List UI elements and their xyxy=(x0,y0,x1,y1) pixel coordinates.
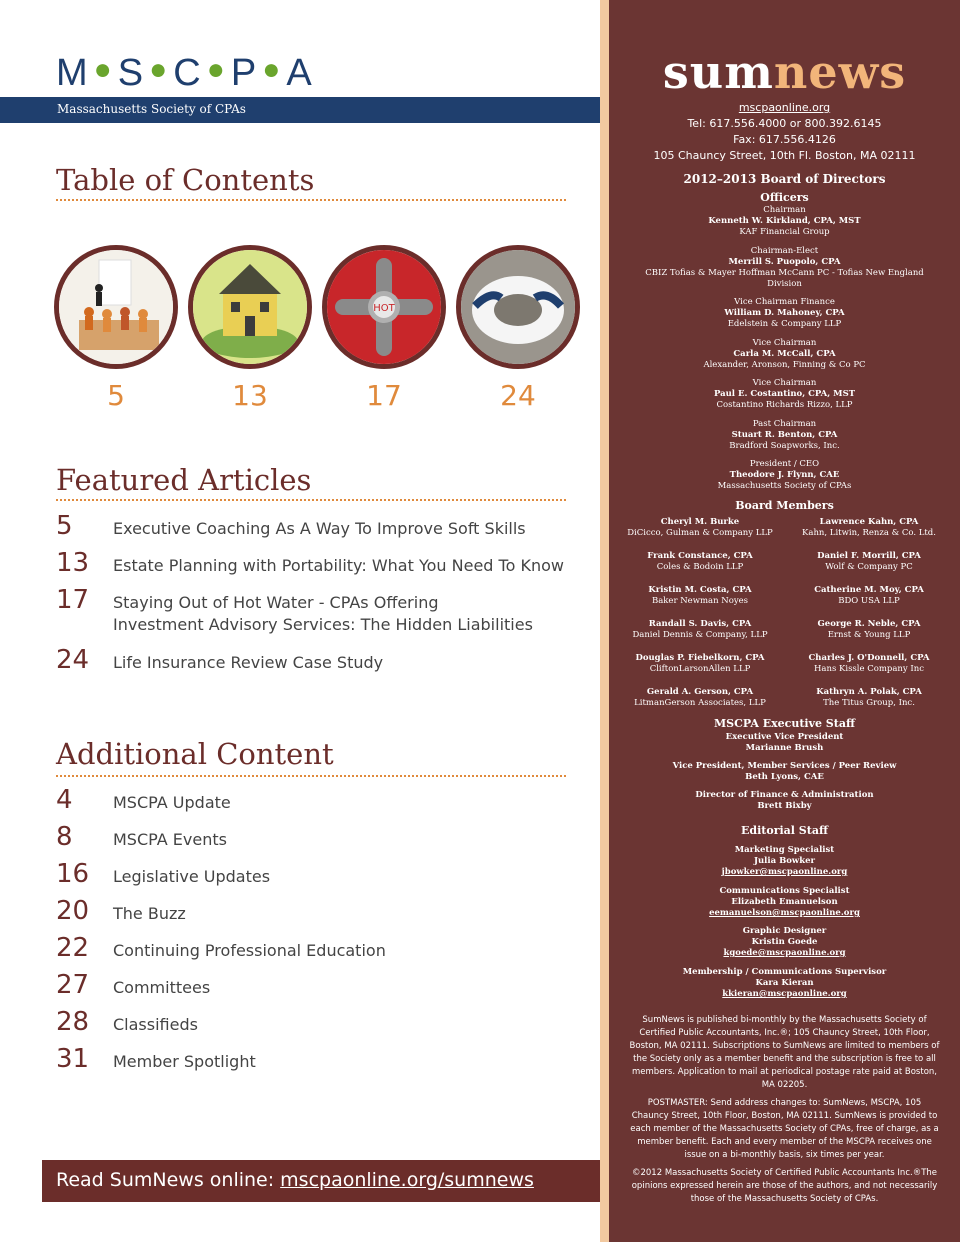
divider xyxy=(56,775,566,777)
staff-entry xyxy=(609,926,960,959)
staff-name: Beth Lyons, CAE xyxy=(745,772,824,782)
staff-email-link[interactable]: kgoede@mscpaonline.org xyxy=(723,948,846,958)
staff-name: Brett Bixby xyxy=(757,801,812,811)
officer-org: Edelstein & Company LLP xyxy=(727,319,842,329)
officer-role: Vice Chairman xyxy=(752,338,817,348)
board-member xyxy=(615,585,785,607)
toc-thumb-page: 13 xyxy=(232,379,268,412)
member-name: Randall S. Davis, CPA xyxy=(648,619,752,629)
staff-name: Elizabeth Emanuelson xyxy=(731,897,838,907)
fax: Fax: 617.556.4126 xyxy=(733,133,836,146)
svg-text:HOT: HOT xyxy=(373,303,395,314)
staff-role: Membership / Communications Supervisor xyxy=(682,967,887,977)
officer xyxy=(609,419,960,452)
board-members-title: Board Members xyxy=(735,499,834,512)
staff-name: Marianne Brush xyxy=(745,743,824,753)
list-item[interactable] xyxy=(56,646,576,683)
staff-role: Communications Specialist xyxy=(719,886,850,896)
address: 105 Chauncy Street, 10th Fl. Boston, MA 02111 xyxy=(653,149,916,162)
contact-block xyxy=(609,100,960,164)
officer xyxy=(609,205,960,238)
member-name: Gerald A. Gerson, CPA xyxy=(646,687,754,697)
logo-letter: P xyxy=(230,52,258,94)
board-member xyxy=(784,551,954,573)
officer-role: Vice Chairman xyxy=(752,378,817,388)
divider xyxy=(56,199,566,201)
section-title: MSCPA Events xyxy=(113,830,227,849)
page-number: 27 xyxy=(56,970,90,1000)
officer-role: Past Chairman xyxy=(752,419,817,429)
staff-name: Kristin Goede xyxy=(751,937,818,947)
list-item[interactable] xyxy=(56,549,576,586)
mscpa-logo: M ● S ● C ● P ● A xyxy=(56,52,313,94)
logo-letter: M xyxy=(56,52,89,94)
officer xyxy=(609,459,960,492)
logo-letter: C xyxy=(173,52,202,94)
staff-entry xyxy=(609,967,960,1000)
staff-entry xyxy=(609,732,960,754)
staff-name: Kara Kieran xyxy=(755,978,814,988)
list-item[interactable] xyxy=(56,586,576,646)
toc-thumb-page: 5 xyxy=(107,379,125,412)
toc-thumb[interactable] xyxy=(188,245,312,412)
people-figures-icon xyxy=(54,245,178,369)
read-online-label xyxy=(56,1169,534,1191)
section-title: MSCPA Update xyxy=(113,793,231,812)
article-title: Estate Planning with Portability: What You Need To Know xyxy=(113,556,564,575)
staff-email-link[interactable]: kkieran@mscpaonline.org xyxy=(722,989,847,999)
page-number: 31 xyxy=(56,1044,90,1074)
article-title: Executive Coaching As A Way To Improve Soft Skills xyxy=(113,519,526,538)
officers-title: Officers xyxy=(760,191,809,204)
page-number: 17 xyxy=(56,585,90,615)
page-number: 5 xyxy=(56,511,73,541)
officer-role: Chairman xyxy=(763,205,806,215)
board-member xyxy=(615,619,785,641)
list-item[interactable] xyxy=(56,786,576,823)
member-name: Charles J. O'Donnell, CPA xyxy=(808,653,930,663)
staff-entry xyxy=(609,845,960,878)
list-item[interactable] xyxy=(56,512,576,549)
tagline-bar xyxy=(0,97,600,123)
toc-title: Table of Contents xyxy=(56,163,315,197)
board-member xyxy=(615,687,785,709)
officer-org: Costantino Richards Rizzo, LLP xyxy=(716,400,853,410)
board-member xyxy=(784,619,954,641)
member-name: Douglas P. Fiebelkorn, CPA xyxy=(635,653,765,663)
toc-thumb-page: 17 xyxy=(366,379,402,412)
exec-staff-title: MSCPA Executive Staff xyxy=(713,717,855,730)
member-org: Baker Newman Noyes xyxy=(651,596,749,606)
logo-letter: A xyxy=(286,52,313,94)
officer xyxy=(609,246,960,290)
staff-entry xyxy=(609,790,960,812)
officer-name: Carla M. McCall, CPA xyxy=(733,349,836,359)
additional-title: Additional Content xyxy=(56,737,334,771)
board-member xyxy=(784,687,954,709)
life-ring-icon xyxy=(456,245,580,369)
page-number: 13 xyxy=(56,548,90,578)
page-number: 20 xyxy=(56,896,90,926)
article-title: Life Insurance Review Case Study xyxy=(113,653,384,672)
member-org: CliftonLarsonAllen LLP xyxy=(649,664,751,674)
member-name: Catherine M. Moy, CPA xyxy=(814,585,924,595)
officer-org: Bradford Soapworks, Inc. xyxy=(729,441,840,451)
list-item[interactable] xyxy=(56,934,576,971)
officer xyxy=(609,297,960,330)
list-item[interactable] xyxy=(56,971,576,1008)
page-number: 24 xyxy=(56,645,90,675)
member-name: Cheryl M. Burke xyxy=(660,517,740,527)
hot-water-tap-icon xyxy=(322,245,446,369)
member-name: Lawrence Kahn, CPA xyxy=(819,517,919,527)
section-title: Continuing Professional Education xyxy=(113,941,386,960)
officer-org: CBIZ Tofias & Mayer Hoffman McCann PC - Tofias New England Division xyxy=(645,268,924,289)
copyright-notice: ©2012 Massachusetts Society of Certified Public Accountants Inc.®The opinions expressed herein are those of the authors, and not necessarily those of the Massachusetts Society of CPAs. xyxy=(631,1168,938,1204)
section-title: Committees xyxy=(113,978,211,997)
page-number: 22 xyxy=(56,933,90,963)
staff-role: Director of Finance & Administration xyxy=(695,790,874,800)
member-org: DiCicco, Gulman & Company LLP xyxy=(627,528,773,538)
member-name: George R. Neble, CPA xyxy=(817,619,921,629)
featured-list xyxy=(56,512,576,683)
list-item[interactable] xyxy=(56,860,576,897)
publication-notice: SumNews is published bi-monthly by the Massachusetts Society of Certified Public Accountants, Inc.®; 105 Chauncy Street, 10th Floor, Boston, MA 02111. Subscriptions to SumNews are limited to members of the Society only as a member benefit and the subscription is free to all members. Application to mail at periodical postage rate paid at Boston, MA 02205. xyxy=(629,1015,940,1090)
officer-name: Kenneth W. Kirkland, CPA, MST xyxy=(708,216,861,226)
board-member xyxy=(615,653,785,675)
list-item[interactable] xyxy=(56,1045,576,1082)
officer xyxy=(609,378,960,411)
page-number: 4 xyxy=(56,785,73,815)
member-org: Ernst & Young LLP xyxy=(827,630,911,640)
officer-name: Stuart R. Benton, CPA xyxy=(731,430,838,440)
member-org: Coles & Bodoin LLP xyxy=(656,562,744,572)
staff-email-link[interactable]: eemanuelson@mscpaonline.org xyxy=(709,908,860,918)
sumnews-logo xyxy=(609,45,960,99)
staff-role: Marketing Specialist xyxy=(734,845,835,855)
board-title: 2012–2013 Board of Directors xyxy=(683,172,886,186)
section-title: Classifieds xyxy=(113,1015,198,1034)
masthead-column xyxy=(609,0,960,1242)
divider xyxy=(56,499,566,501)
postmaster-notice: POSTMASTER: Send address changes to: SumNews, MSCPA, 105 Chauncy Street, 10th Floor, Boston, MA 02111. SumNews is provided to each member of the Massachusetts Society of CPAs, free of charge, as a member benefit. Each and every member of the MSCPA receives one issue on a bi-monthly basis, six times per year. xyxy=(630,1098,939,1160)
member-name: Kristin M. Costa, CPA xyxy=(648,585,752,595)
page-number: 16 xyxy=(56,859,90,889)
read-online-text: Read SumNews online: xyxy=(56,1169,281,1191)
member-org: LitmanGerson Associates, LLP xyxy=(634,698,766,708)
officer-name: William D. Mahoney, CPA xyxy=(724,308,845,318)
board-member xyxy=(784,517,954,539)
member-org: Wolf & Company PC xyxy=(825,562,913,572)
tagline: Massachusetts Society of CPAs xyxy=(57,102,246,116)
member-org: Hans Kissle Company Inc xyxy=(813,664,925,674)
toc-thumb[interactable] xyxy=(322,245,446,412)
staff-role: Vice President, Member Services / Peer Review xyxy=(672,761,897,771)
staff-email-link[interactable]: jbowker@mscpaonline.org xyxy=(721,867,848,877)
board-member xyxy=(615,517,785,539)
section-title: The Buzz xyxy=(113,904,186,923)
board-member xyxy=(784,585,954,607)
toc-thumbnails xyxy=(54,245,582,412)
toc-thumb-page: 24 xyxy=(500,379,536,412)
editorial-title: Editorial Staff xyxy=(741,824,828,837)
officer-name: Theodore J. Flynn, CAE xyxy=(729,470,840,480)
officer xyxy=(609,338,960,371)
logo-letter: S xyxy=(117,52,145,94)
officer-org: KAF Financial Group xyxy=(739,227,830,237)
officer-org: Massachusetts Society of CPAs xyxy=(717,481,852,491)
list-item[interactable] xyxy=(56,823,576,860)
officer-name: Paul E. Costantino, CPA, MST xyxy=(713,389,856,399)
read-online-bar xyxy=(42,1160,600,1202)
list-item[interactable] xyxy=(56,897,576,934)
phone: Tel: 617.556.4000 or 800.392.6145 xyxy=(687,117,882,130)
staff-name: Julia Bowker xyxy=(753,856,816,866)
additional-list xyxy=(56,786,576,1082)
member-org: Kahn, Litwin, Renza & Co. Ltd. xyxy=(802,528,936,538)
officer-name: Merrill S. Puopolo, CPA xyxy=(728,257,841,267)
house-icon xyxy=(188,245,312,369)
member-org: The Titus Group, Inc. xyxy=(823,698,915,708)
list-item[interactable] xyxy=(56,1008,576,1045)
member-org: Daniel Dennis & Company, LLP xyxy=(632,630,768,640)
article-title: Staying Out of Hot Water - CPAs Offering Investment Advisory Services: The Hidden Liabilities xyxy=(113,593,533,634)
toc-thumb[interactable] xyxy=(54,245,178,412)
staff-entry xyxy=(609,886,960,919)
sumnews-logo-news: news xyxy=(773,45,907,99)
read-online-link[interactable]: mscpaonline.org/sumnews xyxy=(280,1169,534,1191)
member-name: Frank Constance, CPA xyxy=(647,551,753,561)
page-number: 28 xyxy=(56,1007,90,1037)
column-divider xyxy=(600,0,609,1242)
page-number: 8 xyxy=(56,822,73,852)
staff-entry xyxy=(609,761,960,783)
board-member xyxy=(784,653,954,675)
officer-role: President / CEO xyxy=(749,459,820,469)
officer-role: Chairman-Elect xyxy=(750,246,819,256)
board-member xyxy=(615,551,785,573)
toc-thumb[interactable] xyxy=(456,245,580,412)
member-name: Daniel F. Morrill, CPA xyxy=(817,551,921,561)
section-title: Legislative Updates xyxy=(113,867,271,886)
section-title: Member Spotlight xyxy=(113,1052,256,1071)
officer-role: Vice Chairman Finance xyxy=(734,297,835,307)
officer-org: Alexander, Aronson, Finning & Co PC xyxy=(703,360,866,370)
website-link[interactable]: mscpaonline.org xyxy=(738,101,831,114)
staff-role: Graphic Designer xyxy=(742,926,827,936)
sumnews-logo-sum: sum xyxy=(662,45,774,99)
member-org: BDO USA LLP xyxy=(838,596,900,606)
featured-title: Featured Articles xyxy=(56,463,312,497)
member-name: Kathryn A. Polak, CPA xyxy=(816,687,922,697)
staff-role: Executive Vice President xyxy=(725,732,844,742)
